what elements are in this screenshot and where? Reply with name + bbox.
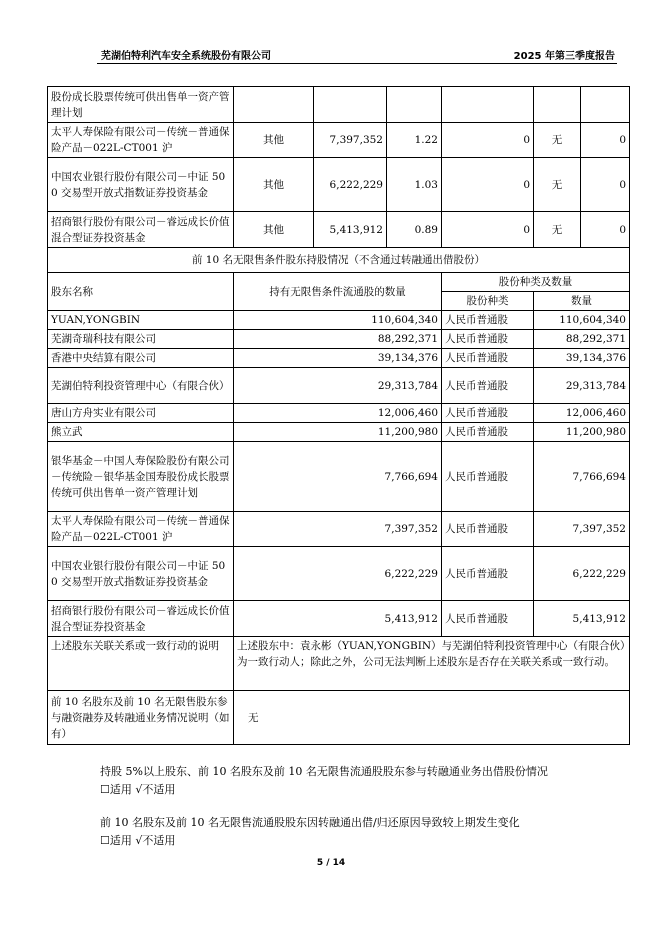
- col-header-kind: 股份种类: [442, 292, 534, 311]
- table-row: 芜湖伯特利投资管理中心（有限合伙） 29,313,784 人民币普通股 29,313,784: [48, 368, 630, 404]
- shareholder-name: 熊立武: [48, 423, 234, 442]
- company-name: 芜湖伯特利汽车安全系统股份有限公司: [101, 51, 271, 62]
- table-row: YUAN,YONGBIN 110,604,340 人民币普通股 110,604,340: [48, 311, 630, 330]
- shareholder-name: 中国农业银行股份有限公司－中证 500 交易型开放式指数证券投资基金: [48, 547, 234, 601]
- related-label: 上述股东关联关系或一致行动的说明: [48, 637, 234, 691]
- table-row: 中国农业银行股份有限公司－中证 500 交易型开放式指数证券投资基金 6,222,229 人民币普通股 6,222,229: [48, 547, 630, 601]
- table-row: 唐山方舟实业有限公司 12,006,460 人民币普通股 12,006,460: [48, 404, 630, 423]
- col-header-qty: 持有无限售条件流通股的数量: [234, 273, 442, 311]
- report-title: 2025 年第三季度报告: [513, 51, 615, 62]
- shareholder-name: 招商银行股份有限公司－睿远成长价值混合型证券投资基金: [48, 601, 234, 637]
- margin-label: 前 10 名股东及前 10 名无限售股东参与融资融券及转融通业务情况说明（如有）: [48, 691, 234, 745]
- table-row: [48, 87, 630, 123]
- table-row: 招商银行股份有限公司－睿远成长价值混合型证券投资基金 其他 5,413,912 0.89 0 无 0: [48, 212, 630, 248]
- margin-text: 无: [234, 691, 630, 745]
- shareholder-name: 太平人寿保险有限公司－传统－普通保险产品－022L-CT001 沪: [48, 512, 234, 547]
- table-row: 银华基金－中国人寿保险股份有限公司－传统险－银华基金国寿股份成长股票传统可供出售单一资产管理计划 7,766,694 人民币普通股 7,766,694: [48, 442, 630, 512]
- column-header-row: [48, 273, 630, 292]
- margin-trading-row: [48, 691, 630, 745]
- col-header-name: 股东名称: [48, 273, 234, 311]
- related-text: 上述股东中：袁永彬（YUAN,YONGBIN）与芜湖伯特利投资管理中心（有限合伙）为一致行动人；除此之外，公司无法判断上述股东是否存在关联关系或一致行动。: [234, 637, 630, 691]
- table-row: 芜湖奇瑞科技有限公司 88,292,371 人民币普通股 88,292,371: [48, 330, 630, 349]
- related-parties-row: [48, 637, 630, 691]
- table-row: 熊立武 11,200,980 人民币普通股 11,200,980: [48, 423, 630, 442]
- shareholder-name: 招商银行股份有限公司－睿远成长价值混合型证券投资基金: [48, 212, 234, 248]
- shareholder-name: 太平人寿保险有限公司－传统－普通保险产品－022L-CT001 沪: [48, 123, 234, 158]
- shareholder-name: 唐山方舟实业有限公司: [48, 404, 234, 423]
- section-title: 前 10 名无限售条件股东持股情况（不含通过转融通出借股份）: [48, 248, 630, 273]
- header-divider: [97, 63, 617, 64]
- shareholder-name: YUAN,YONGBIN: [48, 311, 234, 330]
- shareholder-name: 香港中央结算有限公司: [48, 349, 234, 368]
- shareholder-name: 芜湖奇瑞科技有限公司: [48, 330, 234, 349]
- shareholder-name: 中国农业银行股份有限公司－中证 500 交易型开放式指数证券投资基金: [48, 158, 234, 212]
- shareholder-name: 芜湖伯特利投资管理中心（有限合伙）: [48, 368, 234, 404]
- col-header-count: 数量: [534, 292, 630, 311]
- change-disclosure-options: ☐适用 √不适用: [100, 834, 176, 847]
- page-number: 5 / 14: [316, 858, 346, 868]
- change-disclosure-text: 前 10 名股东及前 10 名无限售流通股股东因转融通出借/归还原因导致较上期发生变化: [100, 816, 520, 829]
- lending-disclosure-text: 持股 5%以上股东、前 10 名股东及前 10 名无限售流通股股东参与转融通业务出借股份情况: [100, 765, 548, 778]
- section-title-row: [48, 248, 630, 273]
- shareholder-name: 股份成长股票传统可供出售单一资产管理计划: [48, 87, 234, 123]
- table-row: 香港中央结算有限公司 39,134,376 人民币普通股 39,134,376: [48, 349, 630, 368]
- shareholder-table: [47, 86, 630, 745]
- col-header-kind-group: 股份种类及数量: [442, 273, 630, 292]
- shareholder-name: 银华基金－中国人寿保险股份有限公司－传统险－银华基金国寿股份成长股票传统可供出售单一资产管理计划: [48, 442, 234, 512]
- table-row: 太平人寿保险有限公司－传统－普通保险产品－022L-CT001 沪 7,397,352 人民币普通股 7,397,352: [48, 512, 630, 547]
- table-row: 招商银行股份有限公司－睿远成长价值混合型证券投资基金 5,413,912 人民币普通股 5,413,912: [48, 601, 630, 637]
- table-row: 太平人寿保险有限公司－传统－普通保险产品－022L-CT001 沪 其他 7,397,352 1.22 0 无 0: [48, 123, 630, 158]
- lending-disclosure-options: ☐适用 √不适用: [100, 783, 176, 796]
- table-row: 中国农业银行股份有限公司－中证 500 交易型开放式指数证券投资基金 其他 6,222,229 1.03 0 无 0: [48, 158, 630, 212]
- page-header: [97, 44, 617, 62]
